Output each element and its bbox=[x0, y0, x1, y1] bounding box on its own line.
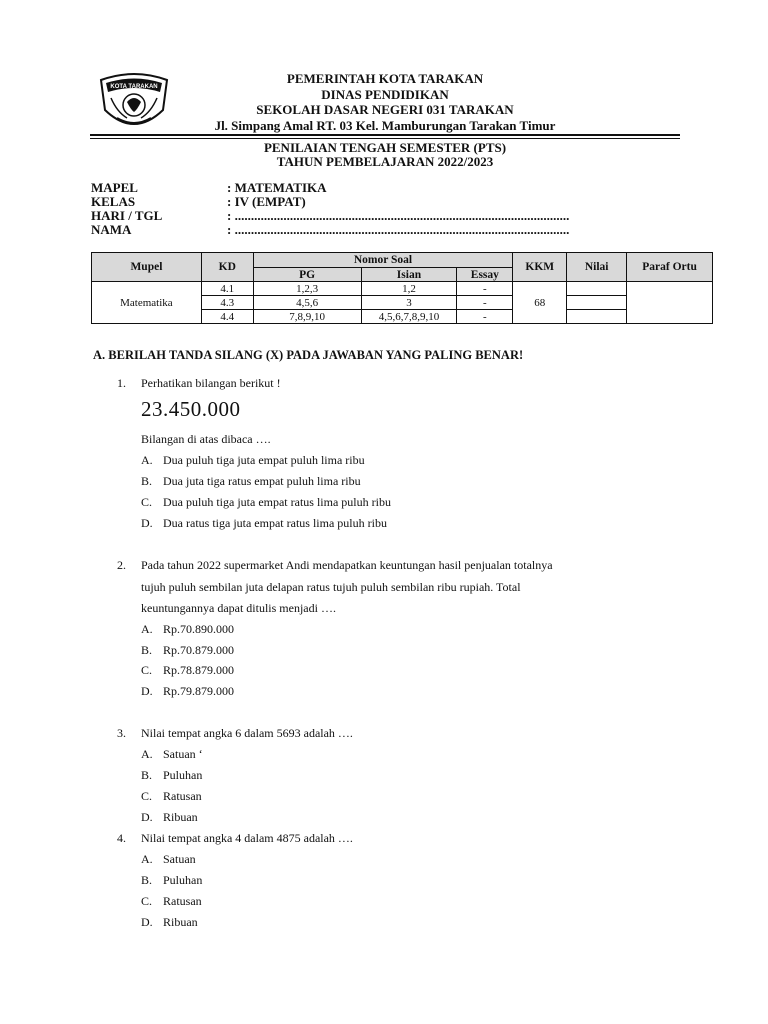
cell-kd: 4.4 bbox=[201, 310, 253, 324]
header-pg: PG bbox=[253, 268, 361, 282]
identity-row-mapel bbox=[91, 181, 569, 195]
cell-nilai[interactable] bbox=[567, 296, 627, 310]
identity-row-hari-tgl bbox=[91, 209, 569, 223]
question-number: 1. bbox=[117, 376, 126, 390]
question-number: 3. bbox=[117, 726, 126, 740]
identity-label: MAPEL bbox=[91, 180, 138, 195]
cell-essay: - bbox=[457, 296, 513, 310]
option-letter: C. bbox=[141, 789, 153, 803]
cell-isian: 1,2 bbox=[361, 282, 457, 296]
option-text: Ribuan bbox=[163, 915, 198, 929]
cell-subject: Matematika bbox=[92, 282, 202, 324]
header-kkm: KKM bbox=[513, 253, 567, 282]
option-letter: C. bbox=[141, 495, 153, 509]
option-text: Rp.79.879.000 bbox=[163, 684, 235, 698]
option-text: Puluhan bbox=[163, 873, 203, 887]
option-text: Ribuan bbox=[163, 810, 198, 824]
question-1-number-display: 23.450.000 bbox=[141, 397, 241, 421]
option-letter: A. bbox=[141, 622, 153, 636]
option-text: Dua puluh tiga juta empat puluh lima ribu bbox=[163, 453, 365, 467]
question-stem: Perhatikan bilangan berikut ! bbox=[141, 376, 281, 390]
option-letter: C. bbox=[141, 894, 153, 908]
option-letter: B. bbox=[141, 643, 153, 657]
option-letter: B. bbox=[141, 474, 153, 488]
cell-isian: 3 bbox=[361, 296, 457, 310]
score-table bbox=[91, 252, 713, 324]
option-letter: D. bbox=[141, 516, 153, 530]
cell-kd: 4.3 bbox=[201, 296, 253, 310]
option-text: Satuan bbox=[163, 852, 196, 866]
identity-value: : MATEMATIKA bbox=[227, 180, 327, 195]
identity-row-nama bbox=[91, 223, 569, 237]
header-nilai: Nilai bbox=[567, 253, 627, 282]
table-row bbox=[92, 282, 713, 296]
cell-isian: 4,5,6,7,8,9,10 bbox=[361, 310, 457, 324]
cell-kkm: 68 bbox=[513, 282, 567, 324]
question-1-prompt bbox=[141, 429, 541, 450]
letterhead-school: SEKOLAH DASAR NEGERI 031 TARAKAN bbox=[256, 102, 514, 117]
option-letter: B. bbox=[141, 873, 153, 887]
option-letter: D. bbox=[141, 915, 153, 929]
question-number: 2. bbox=[117, 558, 126, 572]
option-letter: A. bbox=[141, 747, 153, 761]
letterhead bbox=[180, 71, 590, 133]
option-text: Dua juta tiga ratus empat puluh lima ribu bbox=[163, 474, 361, 488]
header-paraf-ortu: Paraf Ortu bbox=[627, 253, 713, 282]
letterhead-government: PEMERINTAH KOTA TARAKAN bbox=[286, 71, 484, 86]
option-text: Rp.78.879.000 bbox=[163, 663, 235, 677]
option-text: Dua ratus tiga juta empat ratus lima puluh ribu bbox=[163, 516, 387, 530]
option-letter: B. bbox=[141, 768, 153, 782]
cell-nilai[interactable] bbox=[567, 310, 627, 324]
header-nomor-soal: Nomor Soal bbox=[253, 253, 513, 268]
identity-label: HARI / TGL bbox=[91, 208, 163, 223]
header-essay: Essay bbox=[457, 268, 513, 282]
letterhead-divider-thin bbox=[90, 138, 680, 139]
student-identity bbox=[91, 181, 569, 237]
identity-label: KELAS bbox=[91, 194, 136, 209]
question-stem-line: keuntungannya dapat ditulis menjadi …. bbox=[141, 601, 336, 615]
question-1 bbox=[117, 373, 677, 394]
option-text: Rp.70.890.000 bbox=[163, 622, 235, 636]
svg-text:KOTA TARAKAN: KOTA TARAKAN bbox=[110, 84, 158, 90]
option-letter: C. bbox=[141, 663, 153, 677]
question-3 bbox=[117, 723, 677, 744]
cell-essay: - bbox=[457, 310, 513, 324]
header-mupel: Mupel bbox=[92, 253, 202, 282]
option-text: Satuan ‘ bbox=[163, 747, 203, 761]
cell-nilai[interactable] bbox=[567, 282, 627, 296]
score-table-header-row bbox=[92, 253, 713, 268]
option-letter: D. bbox=[141, 684, 153, 698]
cell-kd: 4.1 bbox=[201, 282, 253, 296]
section-a-heading: A. BERILAH TANDA SILANG (X) PADA JAWABAN YANG PALING BENAR! bbox=[93, 348, 524, 362]
letterhead-agency: DINAS PENDIDIKAN bbox=[321, 86, 449, 102]
identity-value: : IV (EMPAT) bbox=[227, 194, 306, 209]
option-letter: D. bbox=[141, 810, 153, 824]
option-text: Dua puluh tiga juta empat ratus lima puluh ribu bbox=[163, 495, 391, 509]
letterhead-divider-thick bbox=[90, 134, 680, 136]
option-text: Rp.70.879.000 bbox=[163, 643, 235, 657]
cell-essay: - bbox=[457, 282, 513, 296]
option-text: Puluhan bbox=[163, 768, 203, 782]
header-kd: KD bbox=[201, 253, 253, 282]
exam-title-line1: PENILAIAN TENGAH SEMESTER (PTS) bbox=[263, 140, 507, 155]
option-letter: A. bbox=[141, 852, 153, 866]
option-text: Ratusan bbox=[163, 894, 202, 908]
exam-title bbox=[90, 141, 680, 169]
question-4 bbox=[117, 828, 677, 849]
question-prompt: Bilangan di atas dibaca …. bbox=[141, 432, 271, 446]
option-letter: A. bbox=[141, 453, 153, 467]
question-stem: Nilai tempat angka 4 dalam 4875 adalah …. bbox=[141, 831, 353, 845]
question-stem-line: tujuh puluh sembilan juta delapan ratus tujuh puluh sembilan ribu rupiah. Total bbox=[141, 580, 521, 594]
identity-row-kelas bbox=[91, 195, 569, 209]
question-number: 4. bbox=[117, 831, 126, 845]
question-stem-line: Pada tahun 2022 supermarket Andi mendapatkan keuntungan hasil penjualan totalnya bbox=[141, 558, 553, 572]
letterhead-address: Jl. Simpang Amal RT. 03 Kel. Mamburungan Tarakan Timur bbox=[214, 117, 556, 133]
identity-value: : ....................................................................................................... bbox=[227, 208, 570, 223]
kota-tarakan-logo bbox=[97, 70, 171, 132]
exam-title-line2: TAHUN PEMBELAJARAN 2022/2023 bbox=[276, 154, 494, 169]
cell-paraf-ortu[interactable] bbox=[627, 282, 713, 324]
question-stem: Nilai tempat angka 6 dalam 5693 adalah …. bbox=[141, 726, 353, 740]
identity-label: NAMA bbox=[91, 222, 132, 237]
identity-value: : ....................................................................................................... bbox=[227, 222, 570, 237]
cell-pg: 1,2,3 bbox=[253, 282, 361, 296]
header-isian: Isian bbox=[361, 268, 457, 282]
option-text: Ratusan bbox=[163, 789, 202, 803]
cell-pg: 4,5,6 bbox=[253, 296, 361, 310]
question-2 bbox=[117, 555, 717, 618]
cell-pg: 7,8,9,10 bbox=[253, 310, 361, 324]
